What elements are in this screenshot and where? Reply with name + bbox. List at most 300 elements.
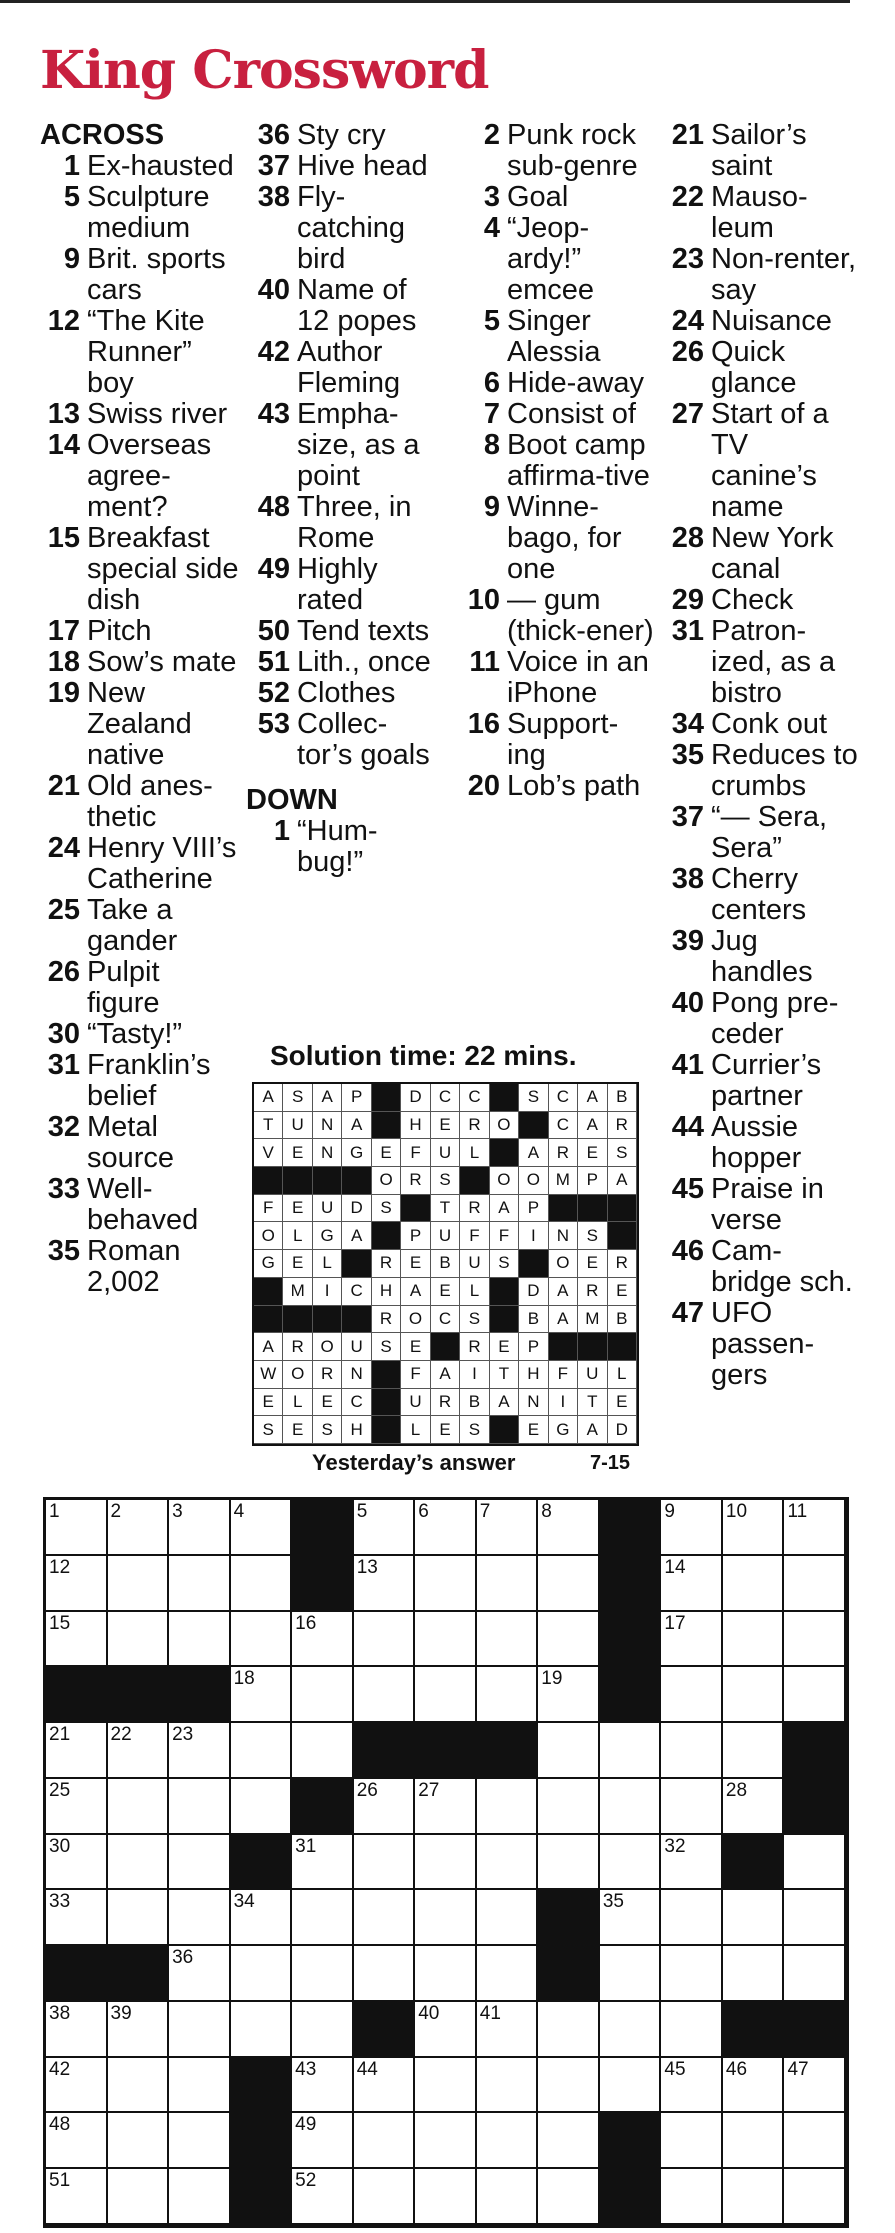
grid-cell[interactable] xyxy=(46,1556,108,1612)
answer-letter: A xyxy=(401,1278,430,1306)
grid-cell[interactable] xyxy=(538,1556,600,1612)
grid-cell[interactable] xyxy=(354,1556,416,1612)
grid-cell[interactable] xyxy=(477,2058,539,2114)
answer-letter: D xyxy=(608,1416,637,1444)
grid-cell[interactable] xyxy=(723,1500,785,1556)
answer-letter: E xyxy=(490,1333,519,1361)
grid-cell[interactable] xyxy=(784,1835,846,1891)
answer-letter: S xyxy=(460,1306,489,1334)
clue-number: 3 xyxy=(483,181,500,213)
grid-cell[interactable] xyxy=(46,2113,108,2169)
grid-cell[interactable] xyxy=(292,1612,354,1668)
answer-letter: H xyxy=(401,1112,430,1140)
grid-cell[interactable] xyxy=(784,2169,846,2225)
answer-letter: V xyxy=(254,1139,283,1167)
grid-cell[interactable] xyxy=(538,1500,600,1556)
clue-text: Quick glance xyxy=(711,336,797,399)
clue-number: 35 xyxy=(671,739,704,771)
grid-cell[interactable] xyxy=(477,1779,539,1835)
answer-letter: O xyxy=(549,1250,578,1278)
grid-cell[interactable] xyxy=(661,1779,723,1835)
answer-letter: L xyxy=(283,1389,312,1417)
grid-cell[interactable] xyxy=(661,1946,723,2002)
grid-cell[interactable] xyxy=(108,2113,170,2169)
clue-number: 43 xyxy=(257,398,290,430)
grid-cell[interactable] xyxy=(169,1835,231,1891)
clue-number: 30 xyxy=(47,1018,80,1050)
answer-block xyxy=(431,1333,460,1361)
grid-cell[interactable] xyxy=(538,1612,600,1668)
grid-cell[interactable] xyxy=(661,2169,723,2225)
grid-cell[interactable] xyxy=(231,1723,293,1779)
clue-number: 2 xyxy=(483,119,500,151)
grid-cell[interactable] xyxy=(231,1556,293,1612)
grid-cell[interactable] xyxy=(46,1890,108,1946)
grid-cell[interactable] xyxy=(292,2113,354,2169)
clue-number: 19 xyxy=(47,677,80,709)
grid-cell[interactable] xyxy=(477,2169,539,2225)
clue xyxy=(246,554,436,616)
clue-text: “Jeop-ardy!” emcee xyxy=(507,212,595,306)
grid-block xyxy=(538,1946,600,2002)
grid-cell[interactable] xyxy=(784,2113,846,2169)
grid-cell[interactable] xyxy=(415,2058,477,2114)
grid-cell[interactable] xyxy=(477,1612,539,1668)
grid-cell[interactable] xyxy=(723,1779,785,1835)
grid-cell[interactable] xyxy=(108,1556,170,1612)
grid-cell[interactable] xyxy=(108,1779,170,1835)
grid-cell[interactable] xyxy=(415,1667,477,1723)
answer-letter: I xyxy=(313,1278,342,1306)
answer-letter: M xyxy=(549,1167,578,1195)
answer-letter: E xyxy=(431,1112,460,1140)
grid-cell[interactable] xyxy=(108,1612,170,1668)
clue-text: Sow’s mate xyxy=(87,646,237,678)
grid-cell[interactable] xyxy=(169,1890,231,1946)
grid-cell[interactable] xyxy=(292,2169,354,2225)
clue-number: 12 xyxy=(47,305,80,337)
grid-cell[interactable] xyxy=(46,2058,108,2114)
grid-cell[interactable] xyxy=(661,1723,723,1779)
clue xyxy=(660,926,860,988)
grid-cell[interactable] xyxy=(600,2058,662,2114)
grid-cell[interactable] xyxy=(108,2002,170,2058)
answer-letter: R xyxy=(460,1333,489,1361)
answer-letter: R xyxy=(431,1389,460,1417)
answer-block xyxy=(608,1333,637,1361)
grid-cell[interactable] xyxy=(538,1723,600,1779)
answer-letter: S xyxy=(490,1250,519,1278)
grid-cell[interactable] xyxy=(354,1946,416,2002)
grid-cell[interactable] xyxy=(292,1890,354,1946)
across-heading: ACROSS xyxy=(40,119,165,151)
grid-block xyxy=(600,1667,662,1723)
answer-letter: A xyxy=(342,1112,371,1140)
answer-letter: C xyxy=(431,1084,460,1112)
grid-cell[interactable] xyxy=(415,2169,477,2225)
clue xyxy=(660,1236,860,1298)
clue-text: Lob’s path xyxy=(507,770,641,802)
clue xyxy=(660,988,860,1050)
grid-cell[interactable] xyxy=(231,1890,293,1946)
clue-text: Sculpture medium xyxy=(87,181,210,244)
clue xyxy=(456,647,656,709)
clue-number: 27 xyxy=(671,398,704,430)
grid-cell[interactable] xyxy=(292,1835,354,1891)
grid-cell[interactable] xyxy=(354,1890,416,1946)
grid-cell[interactable] xyxy=(538,2169,600,2225)
grid-cell[interactable] xyxy=(538,1835,600,1891)
clue-number: 20 xyxy=(467,770,500,802)
grid-cell[interactable] xyxy=(415,2113,477,2169)
grid-cell[interactable] xyxy=(723,1556,785,1612)
clue xyxy=(246,399,436,492)
cell-number: 9 xyxy=(664,1501,675,1522)
grid-cell[interactable] xyxy=(354,1779,416,1835)
answer-letter: E xyxy=(283,1250,312,1278)
cell-number: 2 xyxy=(110,1501,122,1522)
cell-number: 39 xyxy=(110,2002,132,2024)
grid-cell[interactable] xyxy=(415,1890,477,1946)
answer-block xyxy=(254,1278,283,1306)
grid-cell[interactable] xyxy=(46,1723,108,1779)
answer-block xyxy=(460,1167,489,1195)
clue-number: 42 xyxy=(257,336,290,368)
grid-cell[interactable] xyxy=(784,1556,846,1612)
answer-letter: H xyxy=(342,1416,371,1444)
answer-letter: T xyxy=(578,1389,607,1417)
grid-cell[interactable] xyxy=(415,1500,477,1556)
clue-text: Hide-away xyxy=(507,367,644,399)
grid-cell[interactable] xyxy=(784,1612,846,1668)
answer-letter: A xyxy=(431,1361,460,1389)
answer-letter: E xyxy=(283,1416,312,1444)
grid-cell[interactable] xyxy=(292,2058,354,2114)
grid-cell[interactable] xyxy=(169,1723,231,1779)
grid-cell[interactable] xyxy=(231,1779,293,1835)
clue-number: 8 xyxy=(483,429,500,461)
grid-cell[interactable] xyxy=(477,2002,539,2058)
clue-text: Overseas agree-ment? xyxy=(87,429,212,523)
grid-cell[interactable] xyxy=(169,2002,231,2058)
grid-cell[interactable] xyxy=(46,1500,108,1556)
grid-cell[interactable] xyxy=(354,1612,416,1668)
answer-letter: A xyxy=(578,1084,607,1112)
clue-number: 5 xyxy=(63,181,80,213)
grid-cell[interactable] xyxy=(415,1556,477,1612)
grid-cell[interactable] xyxy=(661,1500,723,1556)
grid-cell[interactable] xyxy=(169,1946,231,2002)
clue xyxy=(456,709,656,771)
answer-letter: L xyxy=(283,1222,312,1250)
answer-letter: B xyxy=(460,1389,489,1417)
grid-cell[interactable] xyxy=(723,2113,785,2169)
grid-block xyxy=(784,1779,846,1835)
clue-text: Collec-tor’s goals xyxy=(297,708,430,771)
grid-cell[interactable] xyxy=(354,2113,416,2169)
grid-cell[interactable] xyxy=(415,1835,477,1891)
answer-block xyxy=(490,1278,519,1306)
answer-letter: E xyxy=(608,1278,637,1306)
answer-block xyxy=(549,1333,578,1361)
clue-number: 41 xyxy=(671,1049,704,1081)
grid-cell[interactable] xyxy=(723,2058,785,2114)
grid-cell[interactable] xyxy=(538,1667,600,1723)
clue xyxy=(660,1050,860,1112)
answer-letter: L xyxy=(401,1416,430,1444)
clue-text: Breakfast special side dish xyxy=(87,522,239,616)
clue-column-2 xyxy=(246,120,436,878)
answer-letter: O xyxy=(283,1361,312,1389)
grid-cell[interactable] xyxy=(46,2169,108,2225)
answer-block xyxy=(313,1167,342,1195)
grid-cell[interactable] xyxy=(354,1667,416,1723)
answer-block xyxy=(372,1361,401,1389)
grid-block xyxy=(600,2113,662,2169)
clue-text: Swiss river xyxy=(87,398,228,430)
grid-cell[interactable] xyxy=(723,1667,785,1723)
grid-cell[interactable] xyxy=(600,1946,662,2002)
clue-number: 31 xyxy=(47,1049,80,1081)
answer-block xyxy=(342,1250,371,1278)
grid-block xyxy=(292,1500,354,1556)
clue-text: Reduces to crumbs xyxy=(711,739,858,802)
clue xyxy=(660,120,860,182)
answer-letter: I xyxy=(460,1361,489,1389)
grid-cell[interactable] xyxy=(169,2169,231,2225)
grid-block xyxy=(600,1500,662,1556)
grid-cell[interactable] xyxy=(169,1500,231,1556)
answer-letter: R xyxy=(401,1167,430,1195)
answer-letter: O xyxy=(313,1333,342,1361)
grid-cell[interactable] xyxy=(477,1946,539,2002)
clue xyxy=(40,1236,240,1298)
answer-letter: C xyxy=(342,1278,371,1306)
answer-block xyxy=(519,1250,548,1278)
clue xyxy=(660,523,860,585)
grid-cell[interactable] xyxy=(108,1890,170,1946)
answer-letter: E xyxy=(254,1389,283,1417)
grid-block xyxy=(723,2002,785,2058)
grid-cell[interactable] xyxy=(231,1946,293,2002)
cell-number: 26 xyxy=(356,1779,378,1801)
grid-cell[interactable] xyxy=(415,1612,477,1668)
grid-cell[interactable] xyxy=(231,1612,293,1668)
answer-block xyxy=(578,1333,607,1361)
clue-number: 9 xyxy=(63,243,80,275)
cell-number: 27 xyxy=(418,1779,440,1801)
grid-block xyxy=(784,1723,846,1779)
grid-block xyxy=(108,1946,170,2002)
clue-number: 13 xyxy=(47,398,80,430)
grid-cell[interactable] xyxy=(108,1500,170,1556)
grid-cell[interactable] xyxy=(538,2113,600,2169)
answer-block xyxy=(490,1306,519,1334)
grid-cell[interactable] xyxy=(661,1556,723,1612)
answer-letter: A xyxy=(342,1222,371,1250)
cell-number: 51 xyxy=(49,2170,71,2192)
grid-cell[interactable] xyxy=(415,2002,477,2058)
clue-text: Consist of xyxy=(507,398,636,430)
grid-cell[interactable] xyxy=(477,1667,539,1723)
grid-cell[interactable] xyxy=(661,1667,723,1723)
grid-cell[interactable] xyxy=(477,1835,539,1891)
grid-cell[interactable] xyxy=(169,2113,231,2169)
answer-block xyxy=(342,1306,371,1334)
grid-cell[interactable] xyxy=(600,1723,662,1779)
grid-cell[interactable] xyxy=(231,1500,293,1556)
cell-number: 8 xyxy=(541,1501,552,1522)
grid-cell[interactable] xyxy=(477,2113,539,2169)
clue-text: “— Sera, Sera” xyxy=(711,801,828,864)
clue-text: Conk out xyxy=(711,708,828,740)
answer-letter: G xyxy=(254,1250,283,1278)
top-rule-tick xyxy=(452,0,453,3)
grid-cell[interactable] xyxy=(46,1835,108,1891)
grid-cell[interactable] xyxy=(600,1835,662,1891)
grid-cell[interactable] xyxy=(46,2002,108,2058)
top-rule xyxy=(0,0,850,3)
clue-number: 6 xyxy=(483,367,500,399)
cell-number: 16 xyxy=(295,1612,317,1634)
answer-letter: T xyxy=(431,1195,460,1223)
grid-cell[interactable] xyxy=(661,2113,723,2169)
grid-cell[interactable] xyxy=(661,2002,723,2058)
cell-number: 10 xyxy=(725,1501,748,1522)
grid-cell[interactable] xyxy=(600,2002,662,2058)
grid-cell[interactable] xyxy=(354,1500,416,1556)
grid-cell[interactable] xyxy=(354,2169,416,2225)
grid-cell[interactable] xyxy=(723,2169,785,2225)
clue-text: Take a gander xyxy=(87,894,178,957)
grid-cell[interactable] xyxy=(538,2058,600,2114)
grid-cell[interactable] xyxy=(477,1890,539,1946)
clue-text: Three, in Rome xyxy=(297,491,412,554)
answer-letter: S xyxy=(372,1195,401,1223)
grid-cell[interactable] xyxy=(723,1723,785,1779)
answer-letter: P xyxy=(519,1333,548,1361)
answer-letter: F xyxy=(490,1222,519,1250)
clue-text: Support-ing xyxy=(507,708,619,771)
grid-cell[interactable] xyxy=(46,1612,108,1668)
answer-block xyxy=(490,1139,519,1167)
grid-cell[interactable] xyxy=(292,2002,354,2058)
grid-block xyxy=(46,1946,108,2002)
grid-cell[interactable] xyxy=(169,1779,231,1835)
grid-cell[interactable] xyxy=(784,1500,846,1556)
grid-cell[interactable] xyxy=(784,2058,846,2114)
clue-number: 51 xyxy=(257,646,290,678)
grid-cell[interactable] xyxy=(538,2002,600,2058)
clue-number: 53 xyxy=(257,708,290,740)
answer-letter: S xyxy=(313,1416,342,1444)
grid-block xyxy=(292,1779,354,1835)
grid-cell[interactable] xyxy=(292,1667,354,1723)
grid-cell[interactable] xyxy=(784,1946,846,2002)
answer-letter: F xyxy=(549,1361,578,1389)
clue xyxy=(660,585,860,616)
cell-number: 52 xyxy=(295,2170,317,2192)
grid-cell[interactable] xyxy=(354,1835,416,1891)
clue-text: Pitch xyxy=(87,615,152,647)
grid-cell[interactable] xyxy=(292,1946,354,2002)
clue-number: 16 xyxy=(467,708,500,740)
grid-cell[interactable] xyxy=(600,1779,662,1835)
clue-text: “Tasty!” xyxy=(87,1018,183,1050)
grid-cell[interactable] xyxy=(169,2058,231,2114)
grid-cell[interactable] xyxy=(723,1890,785,1946)
grid-cell[interactable] xyxy=(415,1946,477,2002)
answer-block xyxy=(519,1112,548,1140)
answer-letter: R xyxy=(608,1250,637,1278)
grid-cell[interactable] xyxy=(169,1612,231,1668)
answer-letter: C xyxy=(431,1306,460,1334)
grid-cell[interactable] xyxy=(415,1779,477,1835)
clue xyxy=(660,740,860,802)
grid-cell[interactable] xyxy=(661,1835,723,1891)
grid-cell[interactable] xyxy=(723,1946,785,2002)
answer-letter: P xyxy=(578,1167,607,1195)
grid-cell[interactable] xyxy=(108,2169,170,2225)
clue-text: Tend texts xyxy=(297,615,430,647)
cell-number: 7 xyxy=(479,1501,491,1522)
grid-cell[interactable] xyxy=(46,1779,108,1835)
grid-cell[interactable] xyxy=(661,1890,723,1946)
grid-cell[interactable] xyxy=(292,1723,354,1779)
grid-cell[interactable] xyxy=(354,2058,416,2114)
answer-block xyxy=(254,1306,283,1334)
grid-block xyxy=(784,2002,846,2058)
clue xyxy=(456,213,656,306)
answer-letter: N xyxy=(313,1112,342,1140)
answer-block xyxy=(254,1167,283,1195)
grid-cell[interactable] xyxy=(661,1612,723,1668)
grid-cell[interactable] xyxy=(538,1779,600,1835)
grid-cell[interactable] xyxy=(600,1890,662,1946)
answer-letter: C xyxy=(549,1112,578,1140)
answer-letter: R xyxy=(578,1278,607,1306)
clue-text: Mauso-leum xyxy=(711,181,808,244)
grid-block xyxy=(231,1835,293,1891)
grid-cell[interactable] xyxy=(784,1890,846,1946)
answer-letter: U xyxy=(431,1222,460,1250)
clue-number: 21 xyxy=(47,770,80,802)
clue-text: Name of 12 popes xyxy=(297,274,417,337)
grid-cell[interactable] xyxy=(231,2002,293,2058)
clue-text: Author Fleming xyxy=(297,336,401,399)
grid-cell[interactable] xyxy=(169,1556,231,1612)
answer-block xyxy=(313,1306,342,1334)
grid-cell[interactable] xyxy=(477,1556,539,1612)
grid-cell[interactable] xyxy=(661,2058,723,2114)
grid-cell[interactable] xyxy=(477,1500,539,1556)
clue xyxy=(40,430,240,523)
clue-number: 35 xyxy=(47,1235,80,1267)
grid-block xyxy=(108,1667,170,1723)
clue-column-4 xyxy=(660,120,860,1391)
cell-number: 45 xyxy=(664,2058,686,2080)
grid-cell[interactable] xyxy=(108,1835,170,1891)
answer-letter: C xyxy=(549,1084,578,1112)
grid-cell[interactable] xyxy=(723,1612,785,1668)
grid-cell[interactable] xyxy=(784,1667,846,1723)
grid-cell[interactable] xyxy=(108,2058,170,2114)
clue-text: Punk rock sub-genre xyxy=(507,119,638,182)
grid-cell[interactable] xyxy=(108,1723,170,1779)
grid-cell[interactable] xyxy=(231,1667,293,1723)
clue-number: 1 xyxy=(273,815,290,847)
clue-number: 47 xyxy=(671,1297,704,1329)
